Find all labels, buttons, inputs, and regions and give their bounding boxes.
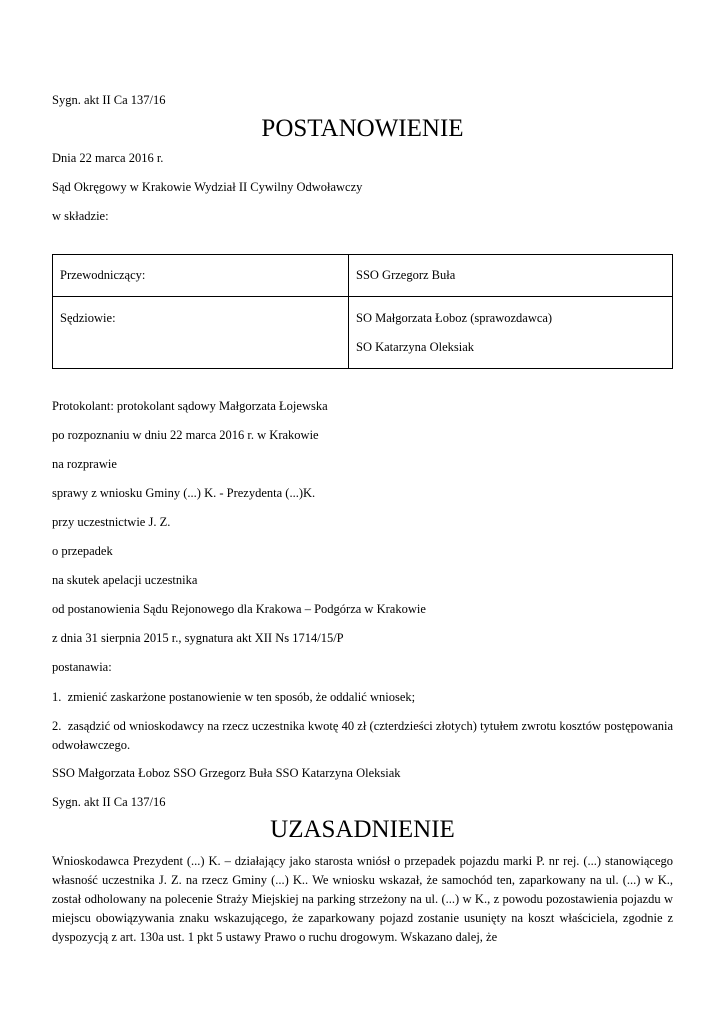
table-row: [53, 255, 673, 297]
decides-line: postanawia:: [52, 660, 112, 674]
ruling-item-2: [52, 717, 673, 755]
ruling-item-2-number: 2.: [52, 719, 62, 733]
composition-table: [52, 254, 673, 369]
signatories: SSO Małgorzata Łoboz SSO Grzegorz Buła SSO Katarzyna Oleksiak: [52, 766, 401, 780]
ruling-item-2-text: zasądzić od wnioskodawcy na rzecz uczestnika kwotę 40 zł (czterdzieści złotych) tytułem zwrotu kosztów postępowania odwoławczego.: [52, 719, 674, 752]
case-signature: Sygn. akt II Ca 137/16: [52, 93, 166, 107]
clerk-line: Protokolant: protokolant sądowy Małgorzata Łojewska: [52, 399, 328, 413]
hearing-line: po rozpoznaniu w dniu 22 marca 2016 r. w Krakowie: [52, 428, 319, 442]
judge-1: SO Małgorzata Łoboz (sprawozdawca): [356, 311, 553, 325]
ruling-item-1: [52, 688, 673, 707]
justification-paragraph: Wnioskodawca Prezydent (...) K. – działający jako starosta wniósł o przepadek pojazdu marki P. nr rej. (...) stanowiącego własność uczestnika J. Z. na rzecz Gminy (...) K.. We wniosku wskazał, że samochód ten, zaparkowany na ul. (...) w K., został odholowany na polecenie Straży Miejskiej na parking strzeżony na ul. (...) w K., z powodu pozostawienia pojazdu w miejscu obowiązywania znaku wskazującego, że zaparkowany pojazd zostanie usunięty na koszt właściciela, zgodnie z dyspozycją z art. 130a ust. 1 pkt 5 ustawy Prawo o ruchu drogowym. Wskazano dalej, że: [52, 854, 673, 944]
case-signature-2: Sygn. akt II Ca 137/16: [52, 795, 166, 809]
appeal-line: na skutek apelacji uczestnika: [52, 573, 198, 587]
chair-label: Przewodniczący:: [53, 255, 349, 297]
judges-cell: [349, 297, 673, 369]
chair-value: SSO Grzegorz Buła: [349, 255, 673, 297]
judges-label: Sędziowie:: [53, 297, 349, 369]
date-line: Dnia 22 marca 2016 r.: [52, 151, 164, 165]
document-title: POSTANOWIENIE: [261, 115, 464, 142]
court-line: Sąd Okręgowy w Krakowie Wydział II Cywilny Odwoławczy: [52, 180, 363, 194]
subject-line: o przepadek: [52, 544, 113, 558]
session-line: na rozprawie: [52, 457, 117, 471]
table-row: [53, 297, 673, 369]
ruling-item-1-number: 1.: [52, 690, 62, 704]
lower-ruling-line: z dnia 31 sierpnia 2015 r., sygnatura akt XII Ns 1714/15/P: [52, 631, 344, 645]
ruling-item-1-text: zmienić zaskarżone postanowienie w ten sposób, że oddalić wniosek;: [67, 690, 416, 704]
participant-line: przy uczestnictwie J. Z.: [52, 515, 171, 529]
lower-court-line: od postanowienia Sądu Rejonowego dla Krakowa – Podgórza w Krakowie: [52, 602, 426, 616]
judge-2: SO Katarzyna Oleksiak: [356, 340, 475, 354]
justification-title: UZASADNIENIE: [270, 816, 455, 843]
case-line: sprawy z wniosku Gminy (...) K. - Prezydenta (...)K.: [52, 486, 316, 500]
composition-label: w składzie:: [52, 209, 109, 223]
